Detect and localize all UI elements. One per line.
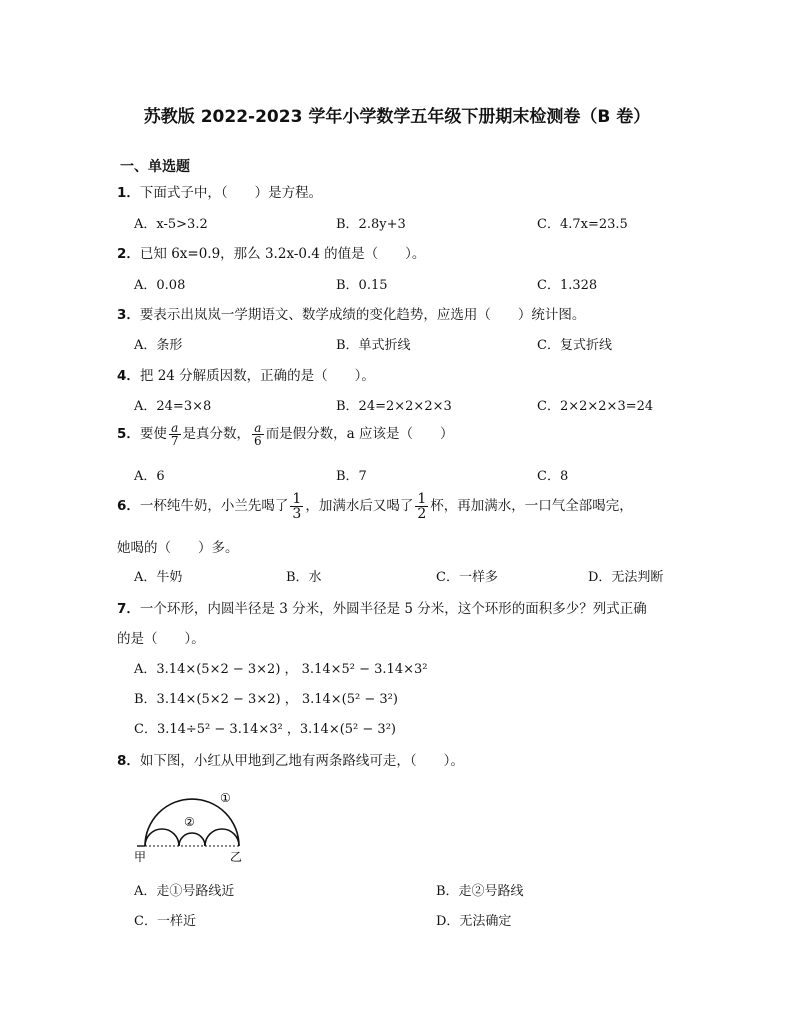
question-3 [117, 303, 585, 323]
option-c: C．2×2×2×3=24 [537, 399, 654, 414]
question-6-continued: 她喝的（ ）多。 [117, 540, 239, 556]
option-c: C．复式折线 [537, 338, 612, 353]
option-a: A．x-5>3.2 [134, 217, 208, 232]
question-number: 4． [117, 368, 140, 384]
option-b: B．3.14×(5×2 − 3×2) ， 3.14×(5² − 3²) [134, 692, 398, 707]
question-text: 如下图，小红从甲地到乙地有两条路线可走，（ ）。 [139, 753, 464, 769]
question-number: 6． [117, 498, 140, 514]
option-a: A．3.14×(5×2 − 3×2) ， 3.14×5² − 3.14×3² [134, 662, 428, 677]
question-7 [117, 597, 647, 617]
section-heading: 一、单选题 [120, 159, 190, 175]
fraction: $\frac{1}{3}$ [292, 491, 302, 522]
option-a: A．牛奶 [134, 570, 183, 585]
option-a: A．0.08 [134, 278, 186, 293]
fraction: $\frac{a}{6}$ [254, 421, 262, 448]
question-text: 一个环形，内圆半径是 3 分米，外圆半径是 5 分米，这个环形的面积多少？列式正确 [139, 601, 647, 617]
option-c: C．4.7x=23.5 [537, 217, 628, 232]
fraction: $\frac{a}{7}$ [170, 421, 179, 448]
question-number: 7． [117, 601, 140, 617]
option-b: B．24=2×2×2×3 [336, 399, 452, 414]
option-b: B．水 [286, 570, 322, 585]
option-b: B．单式折线 [336, 338, 411, 353]
option-a: A．24=3×8 [134, 399, 212, 414]
question-text: 已知 6x=0.9，那么 3.2x-0.4 的值是（ ）。 [139, 246, 426, 262]
question-4 [117, 364, 375, 384]
route-2-arc-left [145, 829, 179, 846]
fraction: $\frac{1}{2}$ [417, 491, 427, 522]
option-b: B．走②号路线 [436, 884, 524, 899]
question-text-part: 要使 [139, 426, 167, 442]
option-a: A．走①号路线近 [134, 884, 235, 899]
question-text-part: ，加满水后又喝了 [305, 498, 414, 514]
end-label: 乙 [230, 850, 243, 864]
option-a: A．6 [134, 469, 165, 484]
question-text-part: 一杯纯牛奶，小兰先喝了 [139, 498, 289, 514]
document-title: 苏教版 2022-2023 学年小学数学五年级下册期末检测卷（B 卷） [143, 107, 651, 127]
route-2-label: ② [184, 815, 195, 829]
option-c: C．一样近 [134, 914, 196, 929]
start-label: 甲 [134, 850, 147, 864]
question-8 [117, 749, 464, 769]
option-d: D．无法判断 [588, 570, 664, 585]
question-number: 2． [117, 246, 140, 262]
option-b: B．2.8y+3 [336, 217, 406, 232]
question-text: 要表示出岚岚一学期语文、数学成绩的变化趋势，应选用（ ）统计图。 [139, 307, 586, 323]
option-c: C．8 [537, 469, 569, 484]
question-text-part: 是真分数， [182, 426, 251, 442]
option-b: B．0.15 [336, 278, 388, 293]
option-b: B．7 [336, 469, 367, 484]
route-1-label: ① [220, 791, 231, 805]
question-5 [117, 422, 454, 447]
question-number: 5． [117, 426, 140, 442]
question-number: 8． [117, 753, 140, 769]
question-number: 3． [117, 307, 140, 323]
route-diagram [132, 786, 252, 864]
route-2-arc-right [205, 829, 239, 846]
question-6 [117, 492, 633, 521]
question-text-part: 杯，再加满水，一口气全部喝完， [430, 498, 633, 514]
option-c: C．一样多 [436, 570, 498, 585]
option-c: C．3.14÷5² − 3.14×3² ，3.14×(5² − 3²) [134, 722, 396, 737]
route-2-arc-middle [179, 833, 205, 846]
option-a: A．条形 [134, 338, 183, 353]
question-text-part: 而是假分数，a 应该是（ ） [265, 426, 454, 442]
question-7-continued: 的是（ ）。 [117, 631, 205, 647]
option-d: D．无法确定 [436, 914, 512, 929]
question-number: 1． [117, 185, 140, 201]
question-text: 把 24 分解质因数，正确的是（ ）。 [139, 368, 375, 384]
question-2 [117, 242, 425, 262]
question-text: 下面式子中，（ ）是方程。 [139, 185, 323, 201]
option-c: C．1.328 [537, 278, 598, 293]
question-1 [117, 181, 322, 201]
